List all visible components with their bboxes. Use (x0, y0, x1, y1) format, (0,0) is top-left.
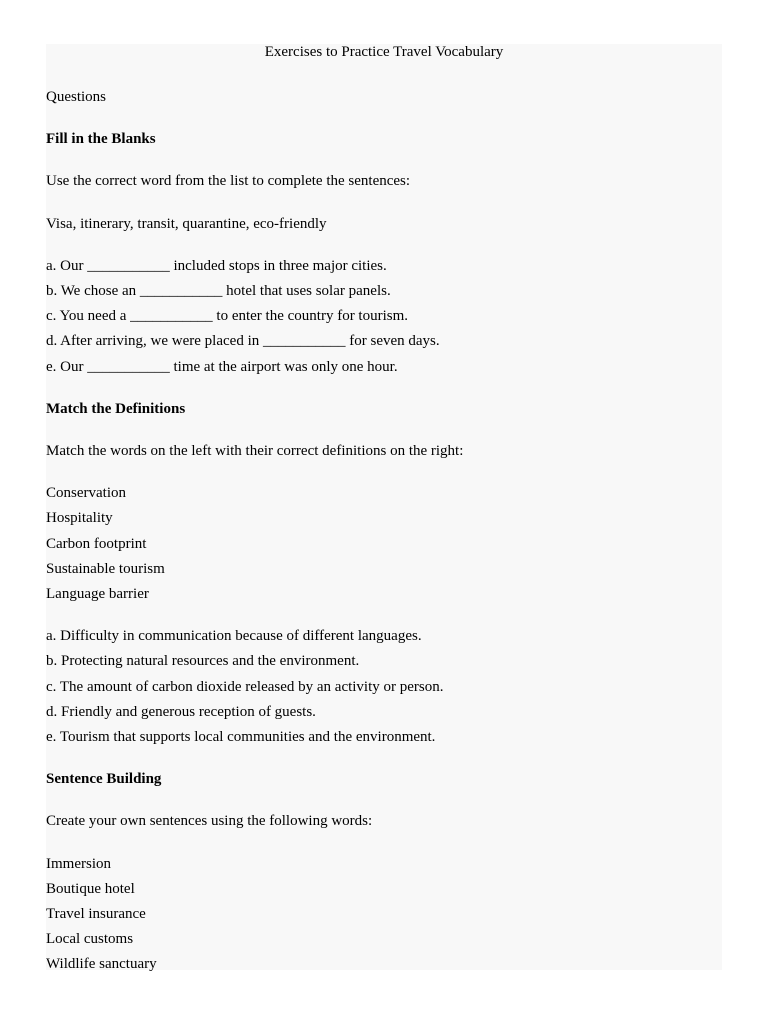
list-item: Language barrier (46, 586, 149, 603)
list-item: d. After arriving, we were placed in ___________ for seven days. (46, 333, 440, 350)
match-instruction: Match the words on the left with their correct definitions on the right: (46, 443, 464, 460)
match-definitions (46, 624, 722, 750)
list-item: Conservation (46, 485, 126, 502)
list-item: c. You need a ___________ to enter the country for tourism. (46, 308, 409, 325)
list-item: Local customs (46, 931, 134, 948)
list-item: d. Friendly and generous reception of guests. (46, 703, 316, 720)
list-item: a. Our ___________ included stops in three major cities. (46, 257, 387, 274)
document-title: Exercises to Practice Travel Vocabulary (264, 44, 504, 60)
list-item: e. Tourism that supports local communities and the environment. (46, 729, 436, 746)
fill-blanks-heading: Fill in the Blanks (46, 131, 156, 148)
list-item: Hospitality (46, 510, 113, 527)
list-item: Travel insurance (46, 906, 146, 923)
list-item: a. Difficulty in communication because of different languages. (46, 628, 422, 645)
list-item: Wildlife sanctuary (46, 956, 157, 973)
fill-blanks-instruction: Use the correct word from the list to complete the sentences: (46, 173, 411, 190)
list-item: b. We chose an ___________ hotel that uses solar panels. (46, 283, 391, 300)
list-item: e. Our ___________ time at the airport was only one hour. (46, 358, 398, 375)
list-item: Carbon footprint (46, 535, 147, 552)
list-item: Boutique hotel (46, 880, 135, 897)
fill-blanks-word-list: Visa, itinerary, transit, quarantine, eco-friendly (46, 215, 327, 232)
document-body (46, 44, 722, 978)
list-item: b. Protecting natural resources and the environment. (46, 653, 360, 670)
list-item: Sustainable tourism (46, 560, 165, 577)
list-item: c. The amount of carbon dioxide released by an activity or person. (46, 678, 444, 695)
section-label: Questions (46, 89, 106, 105)
sentence-building-instruction: Create your own sentences using the following words: (46, 813, 373, 830)
sentence-building-heading: Sentence Building (46, 771, 162, 788)
match-words (46, 481, 722, 607)
list-item: Immersion (46, 855, 111, 872)
fill-blanks-sentences (46, 254, 722, 380)
sentence-building-words (46, 852, 722, 978)
match-heading: Match the Definitions (46, 400, 186, 417)
